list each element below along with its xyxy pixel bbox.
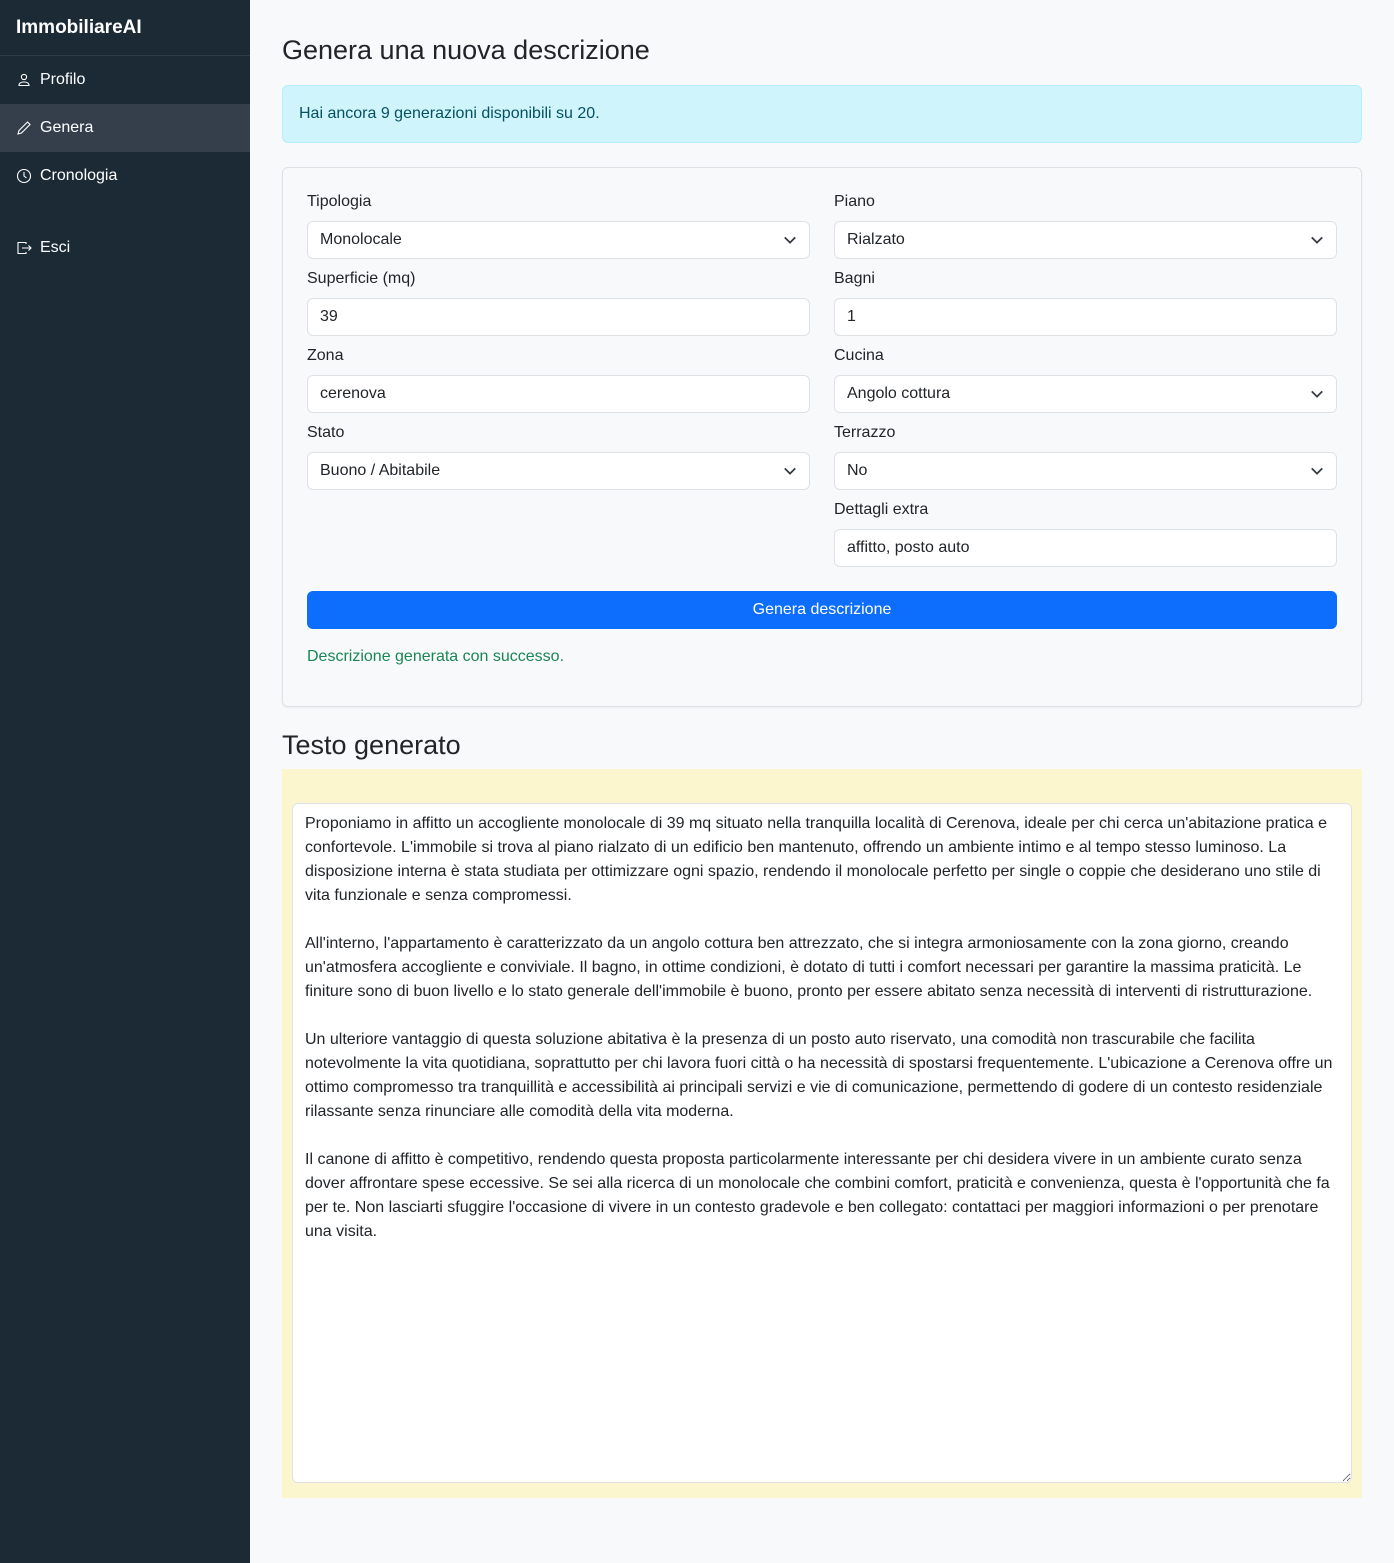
zona-input[interactable] — [307, 375, 810, 413]
main-content — [250, 0, 1394, 1563]
pencil-icon — [16, 120, 32, 136]
tipologia-value: Monolocale — [320, 231, 402, 248]
cucina-label: Cucina — [834, 347, 884, 364]
terrazzo-value: No — [847, 462, 868, 479]
bagni-value: 1 — [847, 308, 856, 325]
tipologia-select[interactable] — [307, 221, 810, 259]
generated-text-area[interactable] — [292, 803, 1352, 1483]
superficie-value: 39 — [320, 308, 338, 325]
chevron-down-icon — [783, 233, 797, 247]
terrazzo-select[interactable] — [834, 452, 1337, 490]
chevron-down-icon — [1310, 387, 1324, 401]
chevron-down-icon — [1310, 233, 1324, 247]
page-title: Genera una nuova descrizione — [282, 35, 650, 65]
zona-label: Zona — [307, 347, 344, 364]
superficie-label: Superficie (mq) — [307, 270, 416, 287]
brand-logo[interactable]: ImmobiliareAI — [0, 0, 250, 56]
superficie-input[interactable] — [307, 298, 810, 336]
sidebar-item-label: Esci — [40, 239, 71, 256]
piano-value: Rialzato — [847, 231, 905, 248]
piano-select[interactable] — [834, 221, 1337, 259]
chevron-down-icon — [1310, 464, 1324, 478]
sidebar-item-label: Cronologia — [40, 167, 118, 184]
logout-icon — [16, 240, 32, 256]
output-container — [282, 769, 1362, 1498]
bagni-label: Bagni — [834, 270, 875, 287]
stato-value: Buono / Abitabile — [320, 462, 441, 479]
dettagli-value: affitto, posto auto — [847, 539, 970, 556]
sidebar-item-label: Profilo — [40, 71, 86, 88]
person-icon — [16, 72, 32, 88]
tipologia-label: Tipologia — [307, 193, 372, 210]
cucina-value: Angolo cottura — [847, 385, 951, 402]
sidebar-item-label: Genera — [40, 119, 94, 136]
sidebar-item-cronologia[interactable] — [0, 152, 250, 200]
sidebar-item-genera[interactable] — [0, 104, 250, 152]
dettagli-label: Dettagli extra — [834, 501, 929, 518]
output-title: Testo generato — [282, 730, 461, 760]
stato-label: Stato — [307, 424, 345, 441]
piano-label: Piano — [834, 193, 875, 210]
bagni-input[interactable] — [834, 298, 1337, 336]
dettagli-input[interactable] — [834, 529, 1337, 567]
success-message: Descrizione generata con successo. — [307, 648, 565, 665]
chevron-down-icon — [783, 464, 797, 478]
terrazzo-label: Terrazzo — [834, 424, 896, 441]
sidebar-item-profilo[interactable] — [0, 56, 250, 104]
quota-alert: Hai ancora 9 generazioni disponibili su 20. — [282, 85, 1362, 143]
clock-icon — [16, 168, 32, 184]
generation-form — [282, 167, 1362, 707]
sidebar — [0, 0, 250, 1563]
cucina-select[interactable] — [834, 375, 1337, 413]
sidebar-item-esci[interactable] — [0, 224, 250, 272]
stato-select[interactable] — [307, 452, 810, 490]
zona-value: cerenova — [320, 385, 386, 402]
generate-button[interactable]: Genera descrizione — [307, 591, 1337, 629]
